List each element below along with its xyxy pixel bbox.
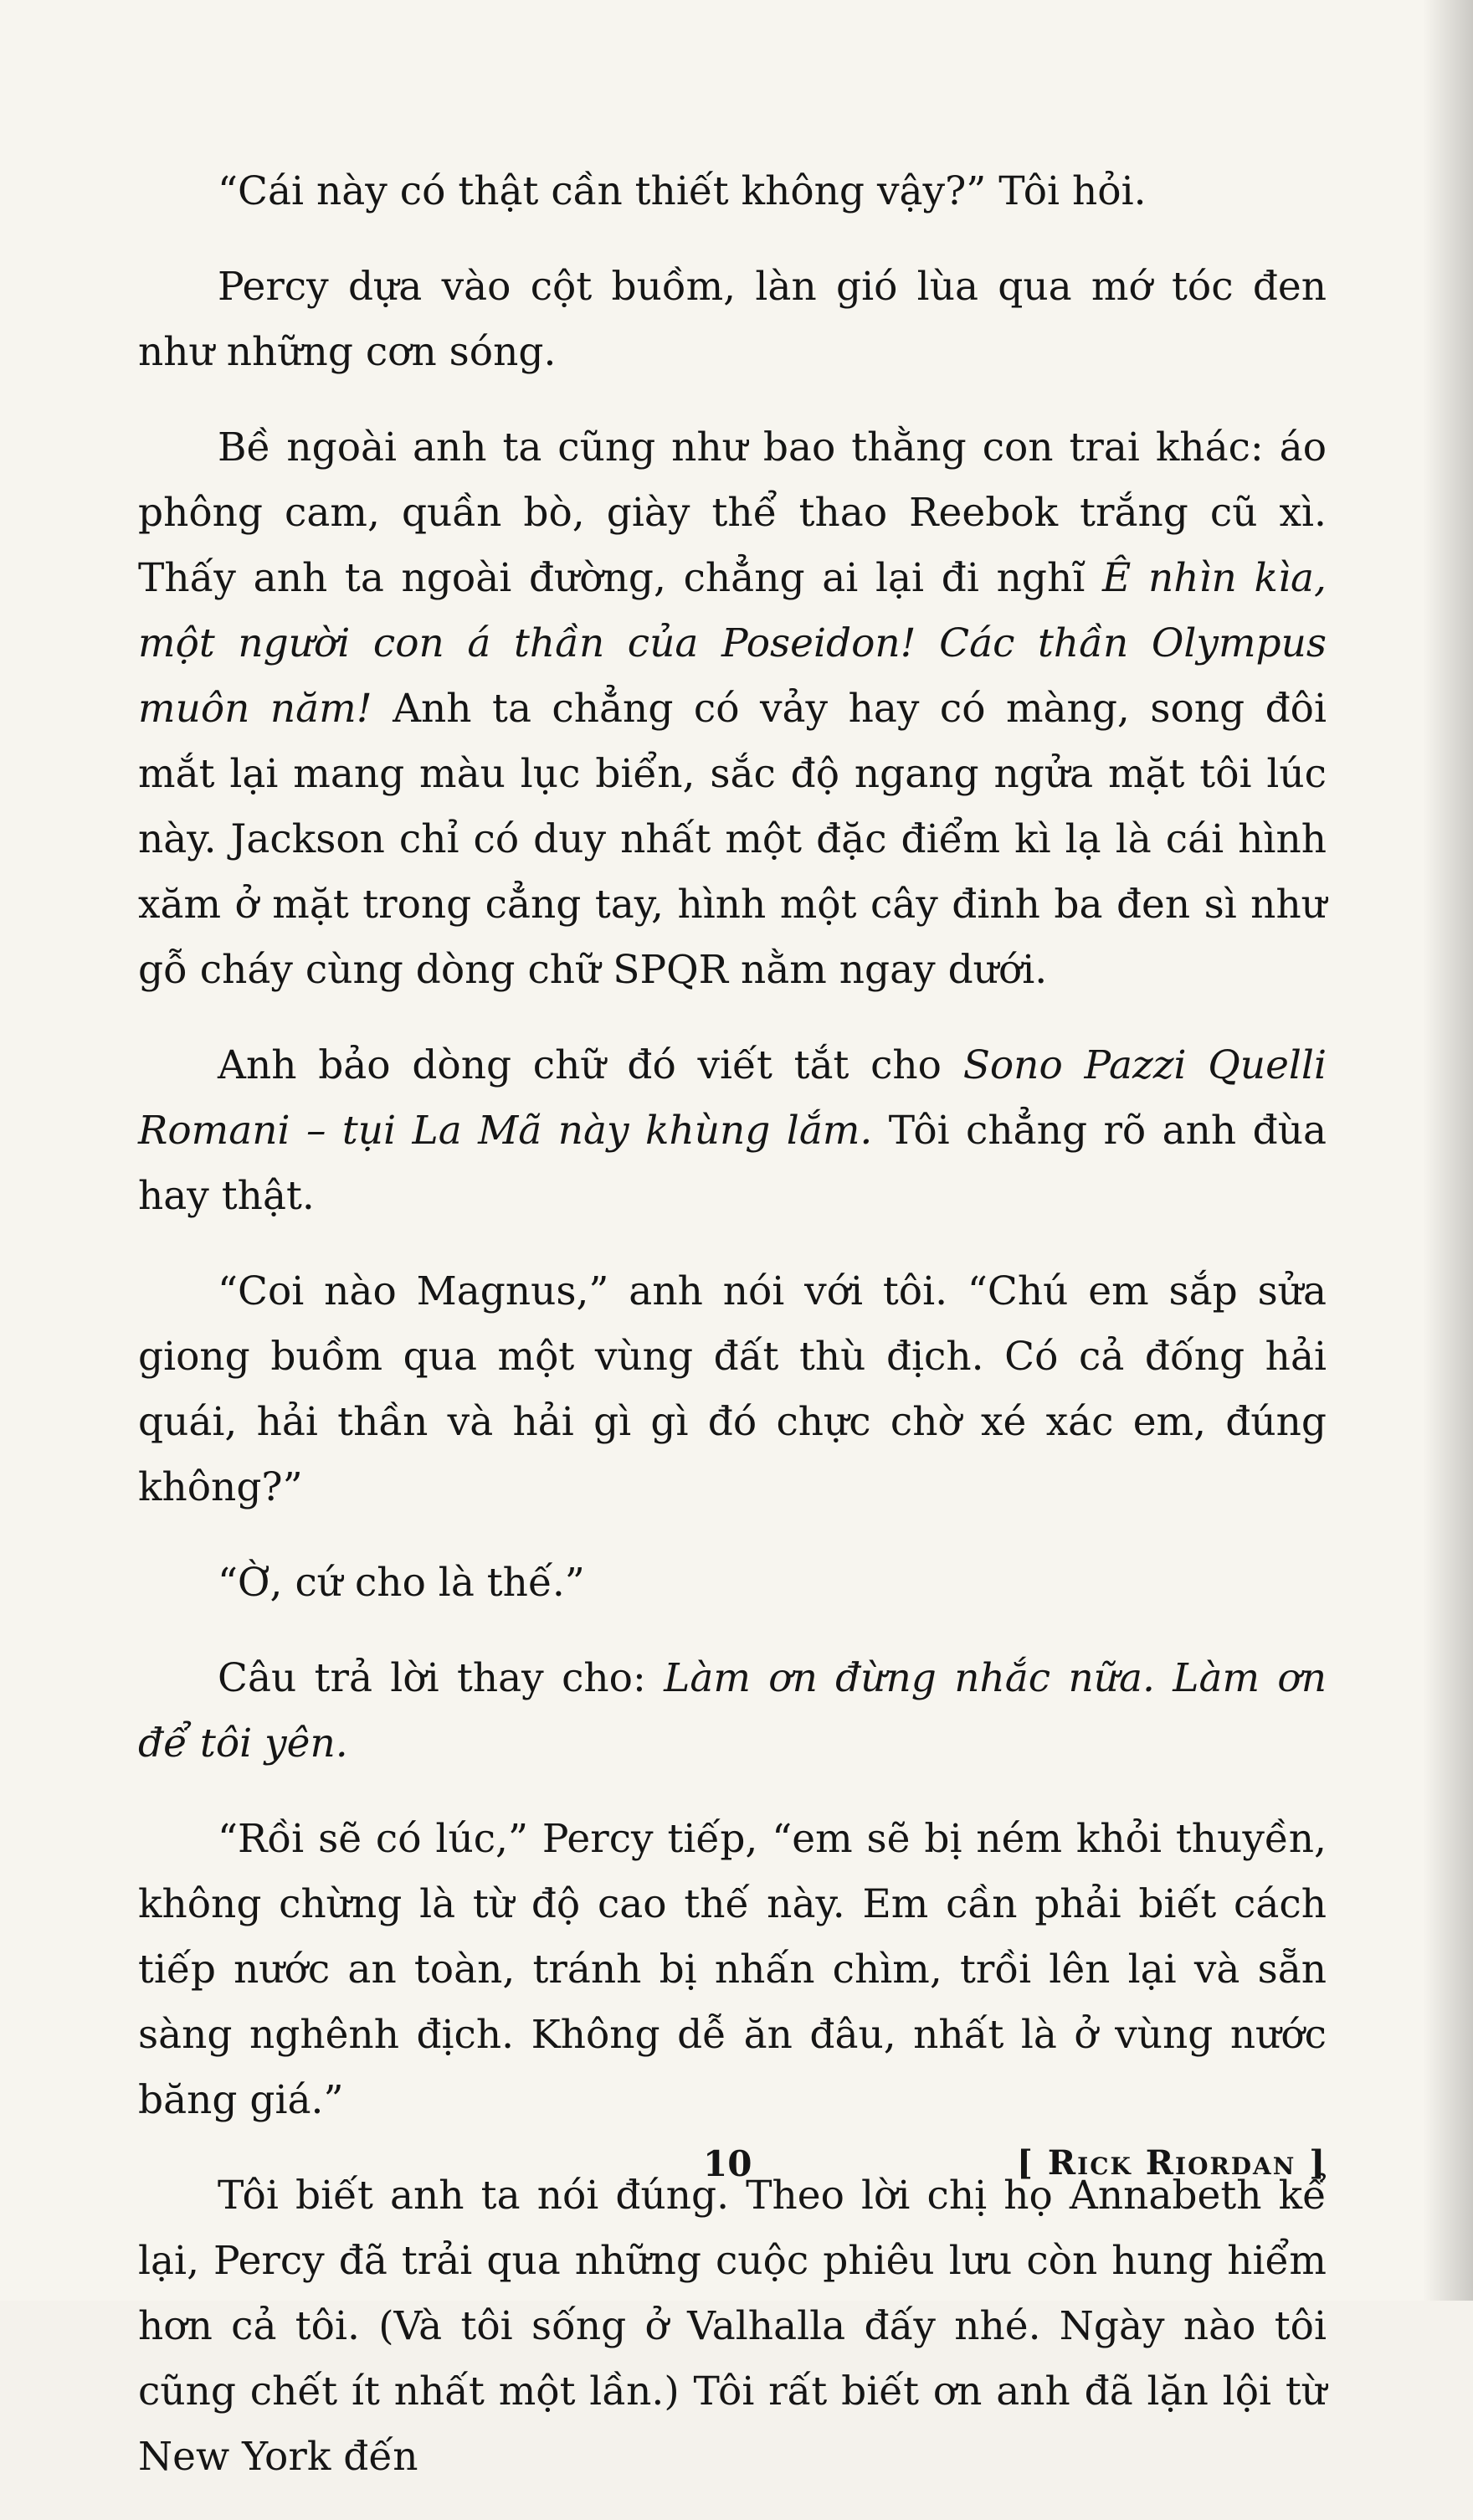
running-head-author: [ Rick Riordan ] (1017, 2143, 1327, 2183)
paragraph (138, 159, 1327, 224)
text-run: “Coi nào Magnus,” anh nói với tôi. “Chú em sắp sửa giong buồm qua một vùng đất thù địch. Có cả đống hải quái, hải thần và hải gì gì đó chực chờ xé xác em, đúng không?” (138, 1268, 1327, 1510)
italic-text-run: Làm ơn đừng nhắc nữa. Làm ơn để tôi yên. (138, 1655, 1327, 1767)
paragraph (138, 255, 1327, 385)
paragraph (138, 415, 1327, 1003)
paragraph (138, 1033, 1327, 1229)
page-number: 10 (703, 2143, 752, 2184)
text-run: “Ờ, cứ cho là thế.” (218, 1560, 585, 1606)
text-run: Percy dựa vào cột buồm, làn gió lùa qua mớ tóc đen như những cơn sóng. (138, 264, 1327, 375)
paragraph (138, 1646, 1327, 1777)
italic-text-run: Ê nhìn kìa, một người con á thần của Poseidon! Các thần Olympus muôn năm! (138, 555, 1327, 732)
paragraph (138, 1807, 1327, 2133)
text-run: Tôi chẳng rõ anh đùa hay thật. (138, 1108, 1327, 1219)
paragraph (138, 1551, 1327, 1616)
text-run: Bề ngoài anh ta cũng như bao thằng con trai khác: áo phông cam, quần bò, giày thể thao Reebok trắng cũ xì. Thấy anh ta ngoài đường, chẳng ai lại đi nghĩ (138, 424, 1327, 601)
text-run: Anh bảo dòng chữ đó viết tắt cho (218, 1042, 963, 1088)
text-run: Anh ta chẳng có vảy hay có màng, song đôi mắt lại mang màu lục biển, sắc độ ngang ngửa mặt tôi lúc này. Jackson chỉ có duy nhất một đặc điểm kì lạ là cái hình xăm ở mặt trong cẳng tay, hình một cây đinh ba đen sì như gỗ cháy cùng dòng chữ SPQR nằm ngay dưới. (138, 686, 1327, 993)
text-run: “Cái này có thật cần thiết không vậy?” Tôi hỏi. (218, 168, 1147, 214)
text-run: “Rồi sẽ có lúc,” Percy tiếp, “em sẽ bị ném khỏi thuyền, không chừng là từ độ cao thế này. Em cần phải biết cách tiếp nước an toàn, tránh bị nhấn chìm, trồi lên lại và sẵn sàng nghênh địch. Không dễ ăn đâu, nhất là ở vùng nước băng giá.” (138, 1816, 1327, 2123)
text-run: Câu trả lời thay cho: (218, 1655, 665, 1701)
paragraph (138, 1259, 1327, 1520)
text-run: Tôi biết anh ta nói đúng. Theo lời chị họ Annabeth kể lại, Percy đã trải qua những cuộc phiêu lưu còn hung hiểm hơn cả tôi. (Và tôi sống ở Valhalla đấy nhé. Ngày nào tôi cũng chết ít nhất một lần.) Tôi rất biết ơn anh đã lặn lội từ New York đến (138, 2173, 1327, 2480)
paragraph (138, 2163, 1327, 2490)
page-edge-shadow (1423, 0, 1473, 2301)
italic-text-run: Sono Pazzi Quelli Romani – tụi La Mã này khùng lắm. (138, 1042, 1327, 1154)
